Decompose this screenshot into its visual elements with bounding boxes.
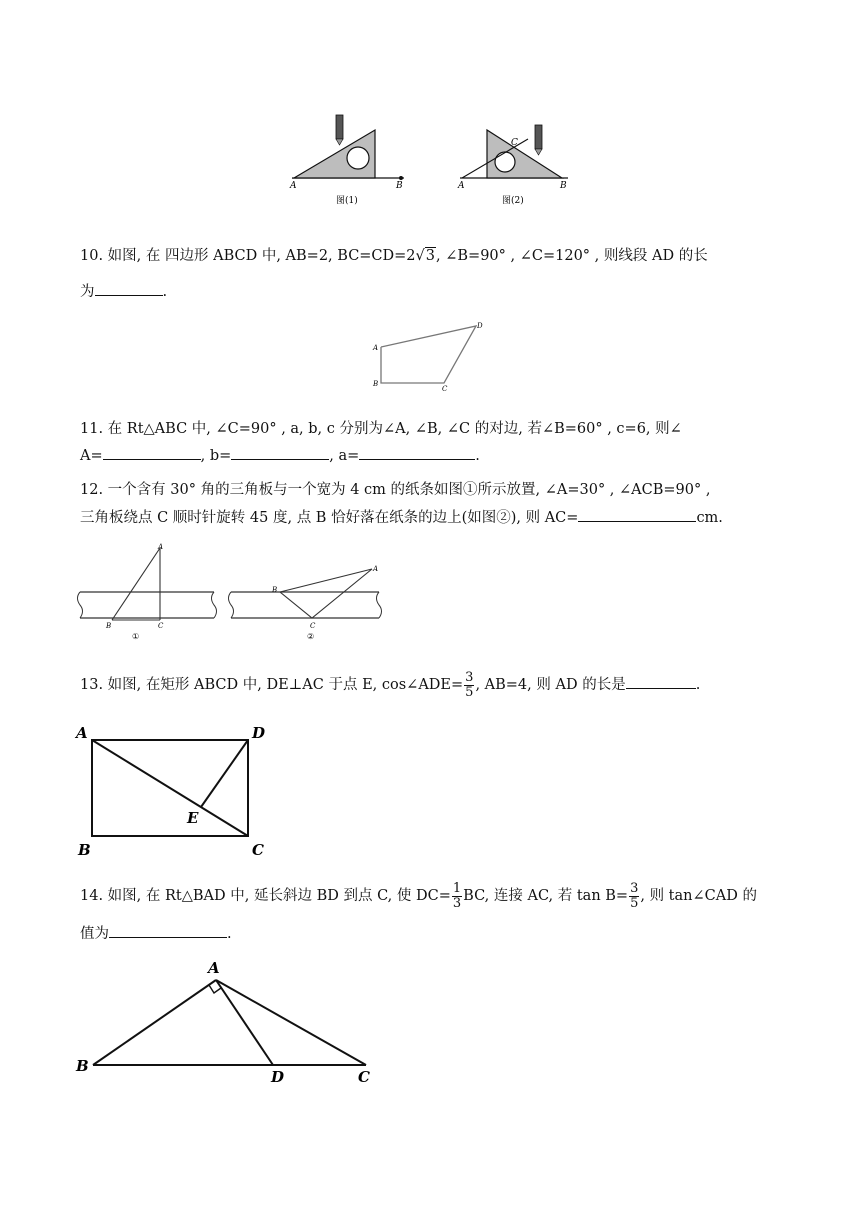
fraction-tan-b: $\frac{3}{5}$ bbox=[630, 880, 639, 911]
paper-strip-1 bbox=[78, 548, 217, 620]
label-d: D bbox=[477, 322, 483, 330]
label-a: A bbox=[208, 959, 220, 977]
fraction-dc: $\frac{1}{3}$ bbox=[452, 880, 462, 911]
label-b: B bbox=[272, 586, 278, 594]
question-13-line: 13. 如图, 在矩形 ABCD 中, DE⊥AC 于点 E, cos∠ADE= $\frac{3}{5}$ , AB=4, 则 AD 的长是 . bbox=[80, 669, 701, 700]
answer-blank-b[interactable] bbox=[231, 444, 329, 460]
label-c: C bbox=[511, 138, 518, 148]
question-12-figure bbox=[74, 540, 389, 650]
figure-1-caption: ① bbox=[132, 632, 140, 641]
sqrt-expression: √3 bbox=[415, 248, 436, 264]
label-a: A bbox=[290, 181, 297, 191]
question-12-line-2: 三角板绕点 C 顺时针旋转 45 度, 点 B 恰好落在纸条的边上(如图②), 则 AC= cm. bbox=[80, 506, 723, 528]
question-10-line-1: 10. 如图, 在 四边形 ABCD 中, AB=2, BC=CD=2√3, ∠B=90° , ∠C=120° , 则线段 AD 的长 bbox=[80, 248, 708, 264]
label-d: D bbox=[252, 724, 266, 742]
answer-blank[interactable] bbox=[626, 673, 696, 689]
answer-blank-a[interactable] bbox=[359, 444, 475, 460]
answer-blank[interactable] bbox=[109, 922, 227, 938]
label-c: C bbox=[310, 622, 316, 630]
paper-strip-2 bbox=[229, 569, 382, 618]
label-b: B bbox=[560, 181, 567, 191]
answer-blank[interactable] bbox=[578, 506, 696, 522]
question-11-line-1: 11. 在 Rt△ABC 中, ∠C=90° , a, b, c 分别为∠A, ∠B, ∠C 的对边, 若∠B=60° , c=6, 则∠ bbox=[80, 421, 682, 437]
label-a: A bbox=[76, 724, 88, 742]
figure-1-triangle bbox=[292, 115, 404, 180]
question-10-line-2: 为 . bbox=[80, 280, 167, 302]
label-b: B bbox=[78, 841, 91, 859]
question-12-line-1: 12. 一个含有 30° 角的三角板与一个宽为 4 cm 的纸条如图①所示放置, ∠A=30° , ∠ACB=90° , bbox=[80, 482, 711, 498]
question-13-figure bbox=[70, 718, 280, 863]
label-b: B bbox=[373, 380, 379, 388]
question-11-line-2: A= , b= , a= . bbox=[80, 444, 480, 466]
label-e: E bbox=[187, 809, 199, 827]
top-figure bbox=[280, 105, 590, 210]
label-a: A bbox=[373, 344, 379, 352]
label-c: C bbox=[158, 622, 164, 630]
fraction: $\frac{3}{5}$ bbox=[465, 669, 474, 700]
label-a: A bbox=[458, 181, 465, 191]
figure-2-caption: 图(2) bbox=[502, 196, 524, 206]
figure-2-triangle bbox=[460, 125, 568, 178]
label-c: C bbox=[442, 385, 448, 393]
label-b: B bbox=[106, 622, 112, 630]
label-b: B bbox=[76, 1057, 89, 1075]
answer-blank-angle-a[interactable] bbox=[103, 444, 201, 460]
label-a: A bbox=[373, 565, 379, 573]
question-10-figure bbox=[368, 318, 488, 393]
label-b: B bbox=[396, 181, 403, 191]
question-14-line-1: 14. 如图, 在 Rt△BAD 中, 延长斜边 BD 到点 C, 使 DC= $\frac{1}{3}$ BC, 连接 AC, 若 tan B= $\frac{3}{5}$ , 则 tan∠CAD 的 bbox=[80, 880, 757, 911]
question-14-line-2: 值为 . bbox=[80, 922, 232, 944]
label-c: C bbox=[252, 841, 264, 859]
figure-2-caption: ② bbox=[307, 632, 315, 641]
question-14-figure bbox=[70, 955, 390, 1090]
label-a: A bbox=[158, 543, 164, 551]
label-d: D bbox=[271, 1068, 285, 1086]
answer-blank[interactable] bbox=[95, 280, 163, 296]
label-c: C bbox=[358, 1068, 370, 1086]
figure-1-caption: 图(1) bbox=[336, 196, 358, 206]
